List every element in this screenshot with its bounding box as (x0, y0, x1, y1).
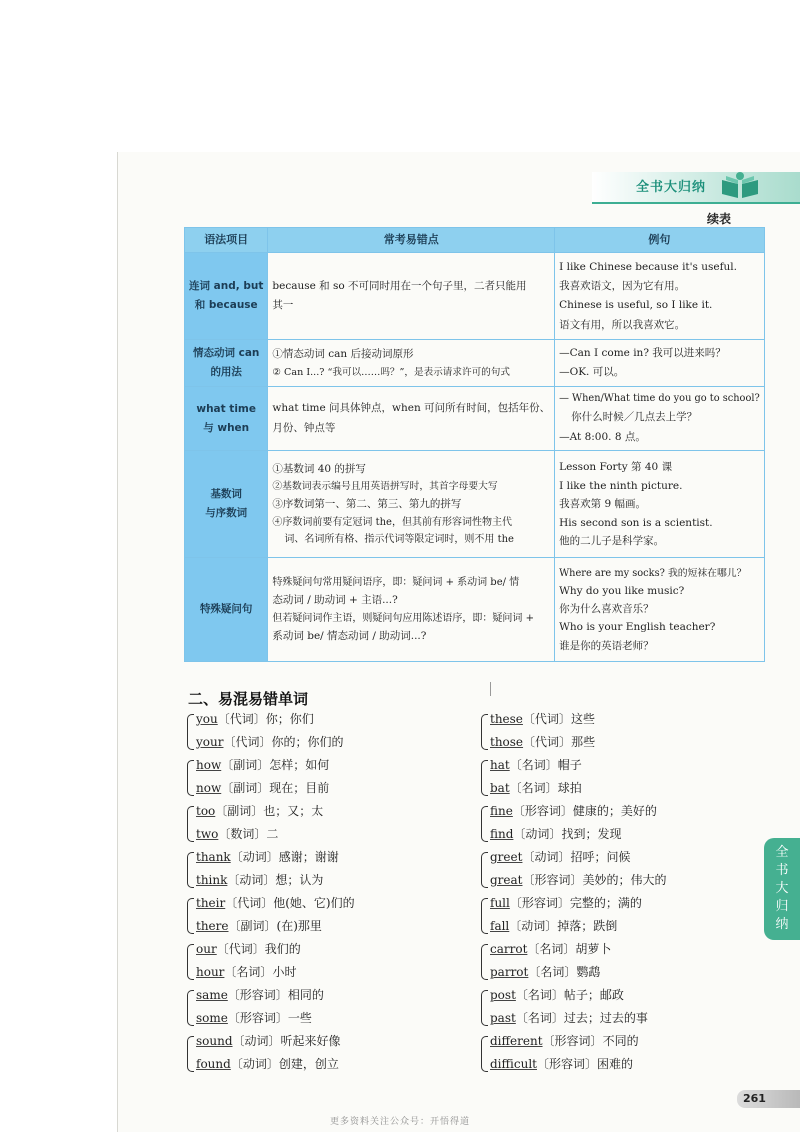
word-part-of-speech: 〔动词〕 (232, 1034, 281, 1048)
word-meaning: 感谢；谢谢 (278, 850, 339, 864)
example-line: 我喜欢第 9 幅画。 (559, 498, 646, 511)
word-part-of-speech: 〔代词〕 (523, 735, 572, 749)
word-meaning: 胡萝卜 (575, 942, 612, 956)
word-part-of-speech: 〔名词〕 (509, 781, 558, 795)
word-meaning: 也；又；太 (263, 804, 324, 818)
brace-mark (187, 898, 194, 934)
point-line: ①情态动词 can 后接动词原形 (272, 347, 414, 360)
word-part-of-speech: 〔形容词〕 (542, 1034, 603, 1048)
item-line: 情态动词 can (192, 347, 260, 360)
word-list-left (196, 708, 355, 1076)
point-line: what time 问具体钟点，when 可问所有时间，包括年份、 (272, 402, 551, 415)
example-line: —OK. 可以。 (559, 366, 625, 379)
word-english: parrot (490, 965, 529, 979)
example-line: 你为什么喜欢音乐？ (559, 603, 654, 616)
brace-mark (481, 714, 488, 750)
point-line: ③序数词第一、第二、第三、第九的拼写 (272, 498, 462, 511)
example-line: —At 8:00. 8 点。 (559, 430, 646, 443)
word-meaning: 招呼；问候 (570, 850, 631, 864)
item-line: 与 when (203, 421, 250, 434)
point-line: 态动词 / 助动词 + 主语...? (272, 594, 398, 607)
word-meaning: 他(她、它)们的 (273, 896, 355, 910)
word-meaning: 不同的 (602, 1034, 639, 1048)
grammar-examples (555, 558, 765, 662)
word-meaning: 小时 (272, 965, 297, 979)
word-meaning: (在)那里 (276, 919, 322, 933)
word-pair (490, 938, 667, 984)
word-entry (196, 846, 355, 869)
word-entry (490, 961, 667, 984)
word-entry (196, 869, 355, 892)
word-english: found (196, 1057, 231, 1071)
word-entry (490, 915, 667, 938)
grammar-points (268, 340, 555, 387)
word-english: your (196, 735, 224, 749)
word-pair (196, 800, 355, 846)
word-meaning: 创建，创立 (278, 1057, 339, 1071)
word-part-of-speech: 〔动词〕 (227, 873, 276, 887)
brace-mark (481, 806, 488, 842)
word-entry (196, 892, 355, 915)
word-entry (196, 938, 355, 961)
point-line: ② Can I...? “我可以……吗？”，是表示请求许可的句式 (272, 367, 510, 379)
example-line: Who is your English teacher? (559, 621, 716, 634)
word-entry (196, 961, 355, 984)
item-line: 特殊疑问句 (199, 603, 253, 616)
grammar-points (268, 253, 555, 340)
word-part-of-speech: 〔名词〕 (224, 965, 273, 979)
word-pair (490, 1030, 667, 1076)
grammar-points (268, 451, 555, 558)
word-english: different (490, 1034, 543, 1048)
item-line: 连词 and, but (189, 280, 264, 293)
point-line: 特殊疑问句常用疑问语序，即：疑问词 + 系动词 be/ 情 (272, 576, 520, 588)
word-english: hour (196, 965, 225, 979)
word-part-of-speech: 〔名词〕 (509, 758, 558, 772)
open-book-icon (718, 170, 762, 200)
word-part-of-speech: 〔形容词〕 (512, 804, 573, 818)
footer-note: 更多资料关注公众号：开悟得道 (329, 1117, 470, 1127)
word-part-of-speech: 〔代词〕 (225, 896, 274, 910)
brace-mark (187, 1036, 194, 1072)
word-entry (490, 823, 667, 846)
brace-mark (481, 852, 488, 888)
example-line: 他的二儿子是科学家。 (559, 534, 665, 547)
brace-mark (187, 944, 194, 980)
word-pair (196, 938, 355, 984)
word-part-of-speech: 〔名词〕 (515, 1011, 564, 1025)
word-part-of-speech: 〔形容词〕 (537, 1057, 598, 1071)
point-line: 系动词 be/ 情态动词 / 助动词...? (272, 630, 427, 643)
word-entry (490, 1053, 667, 1076)
word-pair (196, 984, 355, 1030)
example-line: 我喜欢语文，因为它有用。 (559, 279, 686, 292)
word-part-of-speech: 〔副词〕 (228, 919, 277, 933)
word-meaning: 找到；发现 (561, 827, 622, 841)
word-part-of-speech: 〔形容词〕 (509, 896, 570, 910)
word-meaning: 健康的；美好的 (572, 804, 657, 818)
point-line: 但若疑问词作主语，则疑问句应用陈述语序，即：疑问词 + (272, 612, 534, 624)
grammar-examples (555, 387, 765, 451)
point-line: 月份、钟点等 (272, 421, 336, 434)
word-meaning: 这些 (570, 712, 595, 726)
side-tab-char: 大 (775, 880, 789, 896)
word-english: some (196, 1011, 228, 1025)
word-english: post (490, 988, 516, 1002)
word-part-of-speech: 〔数词〕 (218, 827, 267, 841)
word-pair (490, 984, 667, 1030)
example-line: I like the ninth picture. (559, 479, 683, 492)
word-english: find (490, 827, 514, 841)
word-part-of-speech: 〔形容词〕 (227, 1011, 288, 1025)
word-english: fine (490, 804, 513, 818)
brace-mark (481, 760, 488, 796)
word-meaning: 一些 (287, 1011, 312, 1025)
brace-mark (187, 852, 194, 888)
item-line: 与序数词 (205, 507, 248, 520)
word-meaning: 你；你们 (265, 712, 314, 726)
brace-mark (187, 760, 194, 796)
word-english: now (196, 781, 222, 795)
point-line: ④序数词前要有定冠词 the，但其前有形容词性物主代 (272, 516, 512, 528)
word-meaning: 听起来好像 (280, 1034, 341, 1048)
side-tab-char: 书 (775, 862, 789, 878)
word-meaning: 完整的；满的 (569, 896, 642, 910)
point-line: ①基数词 40 的拼写 (272, 462, 366, 475)
table-row (185, 558, 765, 662)
grammar-points (268, 558, 555, 662)
word-pair (196, 846, 355, 892)
side-tab-char: 全 (775, 844, 789, 860)
word-pair (490, 800, 667, 846)
word-meaning: 帖子；邮政 (563, 988, 624, 1002)
word-meaning: 你的；你们的 (271, 735, 344, 749)
example-line: Where are my socks? 我的短袜在哪儿？ (559, 567, 747, 579)
word-pair (490, 708, 667, 754)
brace-mark (481, 898, 488, 934)
word-english: their (196, 896, 226, 910)
example-line: Chinese is useful, so I like it. (559, 299, 713, 312)
word-entry (490, 938, 667, 961)
word-pair (490, 846, 667, 892)
brace-mark (187, 806, 194, 842)
item-line: 和 because (194, 299, 258, 312)
example-line: His second son is a scientist. (559, 516, 713, 529)
grammar-item (185, 253, 268, 340)
word-english: two (196, 827, 219, 841)
word-meaning: 美妙的；伟大的 (582, 873, 667, 887)
word-pair (196, 708, 355, 754)
word-entry (196, 800, 355, 823)
word-meaning: 球拍 (557, 781, 582, 795)
column-header: 常考易错点 (268, 228, 555, 253)
word-meaning: 想；认为 (275, 873, 324, 887)
word-part-of-speech: 〔形容词〕 (522, 873, 583, 887)
side-tab-char: 纳 (775, 917, 789, 933)
word-part-of-speech: 〔名词〕 (515, 988, 564, 1002)
word-english: you (196, 712, 218, 726)
word-part-of-speech: 〔副词〕 (221, 758, 270, 772)
word-meaning: 掉落；跌倒 (557, 919, 618, 933)
grammar-examples (555, 340, 765, 387)
word-entry (490, 869, 667, 892)
word-english: there (196, 919, 229, 933)
word-part-of-speech: 〔动词〕 (230, 850, 279, 864)
column-divider (490, 682, 491, 696)
table-row (185, 387, 765, 451)
word-part-of-speech: 〔副词〕 (221, 781, 270, 795)
word-part-of-speech: 〔副词〕 (215, 804, 264, 818)
word-part-of-speech: 〔代词〕 (216, 942, 265, 956)
grammar-points (268, 387, 555, 451)
word-list-right (490, 708, 667, 1076)
word-entry (490, 984, 667, 1007)
word-part-of-speech: 〔代词〕 (217, 712, 266, 726)
brace-mark (187, 990, 194, 1026)
word-entry (196, 777, 355, 800)
section-title: 二、易混易错单词 (188, 690, 309, 708)
word-entry (196, 731, 355, 754)
word-english: those (490, 735, 524, 749)
word-english: fall (490, 919, 510, 933)
word-english: difficult (490, 1057, 537, 1071)
side-tab[interactable] (764, 838, 800, 940)
word-english: great (490, 873, 523, 887)
example-line: 谁是你的英语老师？ (559, 639, 654, 652)
brace-mark (481, 990, 488, 1026)
table-row (185, 340, 765, 387)
word-part-of-speech: 〔代词〕 (223, 735, 272, 749)
column-header: 例句 (555, 228, 765, 253)
example-line: Lesson Forty 第 40 课 (559, 461, 673, 474)
example-line: Why do you like music? (559, 584, 685, 597)
word-meaning: 我们的 (264, 942, 301, 956)
word-part-of-speech: 〔名词〕 (527, 942, 576, 956)
word-english: how (196, 758, 222, 772)
word-english: our (196, 942, 217, 956)
word-part-of-speech: 〔动词〕 (513, 827, 562, 841)
grammar-item (185, 387, 268, 451)
word-english: full (490, 896, 510, 910)
word-meaning: 相同的 (287, 988, 324, 1002)
word-pair (196, 892, 355, 938)
table-row (185, 451, 765, 558)
word-english: greet (490, 850, 523, 864)
word-entry (196, 1053, 355, 1076)
word-english: carrot (490, 942, 528, 956)
word-entry (490, 800, 667, 823)
point-line: because 和 so 不可同时用在一个句子里，二者只能用 (272, 279, 527, 292)
example-line: — When/What time do you go to school? (559, 393, 760, 405)
word-entry (490, 777, 667, 800)
word-pair (490, 892, 667, 938)
word-pair (196, 754, 355, 800)
continued-label: 续表 (707, 212, 732, 226)
grammar-item (185, 340, 268, 387)
word-entry (490, 731, 667, 754)
word-entry (196, 1007, 355, 1030)
grammar-item (185, 558, 268, 662)
point-line: 其一 (272, 299, 294, 312)
word-entry (196, 915, 355, 938)
word-pair (490, 754, 667, 800)
word-english: past (490, 1011, 516, 1025)
word-meaning: 过去；过去的事 (563, 1011, 648, 1025)
grammar-item (185, 451, 268, 558)
word-english: think (196, 873, 228, 887)
header-rule (592, 202, 800, 204)
side-tab-char: 归 (775, 899, 789, 915)
point-line: 词、名词所有格、指示代词等限定词时，则不用 the (284, 534, 514, 546)
grammar-examples (555, 253, 765, 340)
word-part-of-speech: 〔动词〕 (509, 919, 558, 933)
item-line: 基数词 (210, 488, 242, 501)
table-row (185, 253, 765, 340)
word-entry (196, 984, 355, 1007)
word-entry (196, 823, 355, 846)
column-header: 语法项目 (185, 228, 268, 253)
word-part-of-speech: 〔名词〕 (528, 965, 577, 979)
word-meaning: 困难的 (597, 1057, 634, 1071)
word-english: too (196, 804, 216, 818)
word-meaning: 二 (266, 827, 279, 841)
brace-mark (187, 714, 194, 750)
word-meaning: 怎样；如何 (269, 758, 330, 772)
brace-mark (481, 1036, 488, 1072)
grammar-examples (555, 451, 765, 558)
grammar-table (184, 227, 765, 662)
word-part-of-speech: 〔动词〕 (230, 1057, 279, 1071)
word-english: these (490, 712, 523, 726)
word-entry (490, 754, 667, 777)
table-header-row (185, 228, 765, 253)
word-entry (196, 754, 355, 777)
word-part-of-speech: 〔代词〕 (522, 712, 571, 726)
header-title: 全书大归纳 (636, 180, 707, 195)
word-english: thank (196, 850, 231, 864)
word-pair (196, 1030, 355, 1076)
brace-mark (481, 944, 488, 980)
point-line: ②基数词表示编号且用英语拼写时，其首字母要大写 (272, 481, 498, 493)
word-part-of-speech: 〔动词〕 (522, 850, 571, 864)
word-meaning: 那些 (571, 735, 596, 749)
word-english: hat (490, 758, 510, 772)
word-entry (490, 846, 667, 869)
word-meaning: 现在；目前 (269, 781, 330, 795)
word-entry (490, 1007, 667, 1030)
item-line: what time (196, 402, 256, 415)
word-meaning: 帽子 (557, 758, 582, 772)
word-entry (490, 1030, 667, 1053)
example-line: 语文有用，所以我喜欢它。 (559, 318, 686, 331)
example-line: —Can I come in? 我可以进来吗？ (559, 346, 726, 359)
word-entry (196, 708, 355, 731)
word-entry (196, 1030, 355, 1053)
word-meaning: 鹦鹉 (576, 965, 601, 979)
word-entry (490, 892, 667, 915)
example-line: 你什么时候／几点去上学？ (571, 411, 698, 424)
example-line: I like Chinese because it's useful. (559, 260, 737, 273)
word-english: same (196, 988, 228, 1002)
page-number: 261 (743, 1092, 766, 1105)
word-english: sound (196, 1034, 233, 1048)
word-english: bat (490, 781, 510, 795)
item-line: 的用法 (210, 366, 242, 379)
word-part-of-speech: 〔形容词〕 (227, 988, 288, 1002)
word-entry (490, 708, 667, 731)
